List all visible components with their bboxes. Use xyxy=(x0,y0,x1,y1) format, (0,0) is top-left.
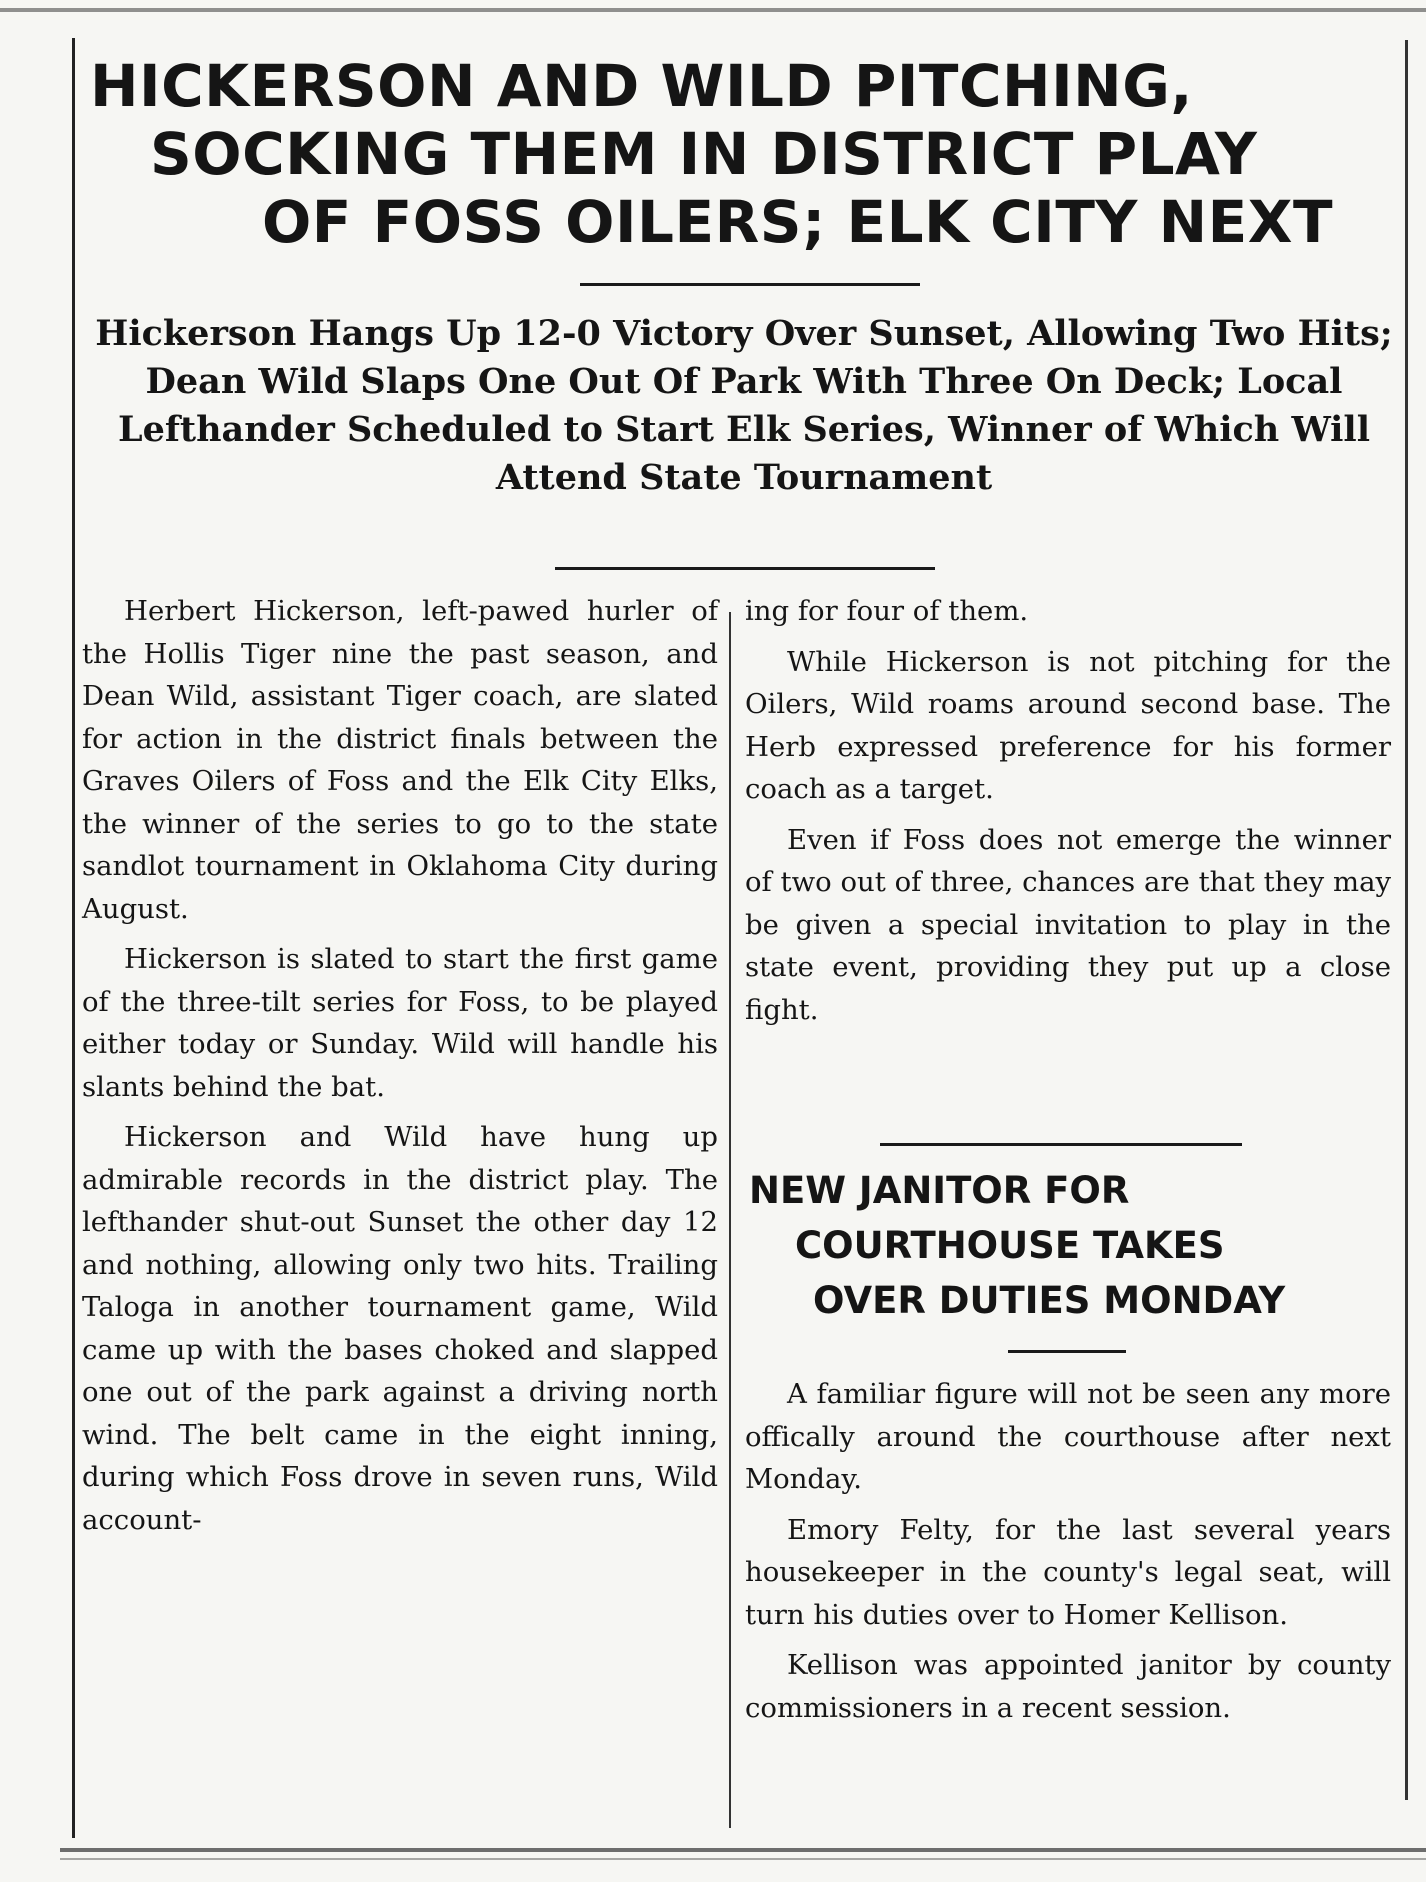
body-paragraph: Herbert Hickerson, left-pawed hurler of the Hollis Tiger nine the past season, and Dean Wild, assistant Tiger coach, are slated for action in the district finals between the Graves Oilers of Foss and the Elk City Elks, the winner of the series to go to the state sandlot tournament in Oklahoma City during August. xyxy=(82,595,718,925)
article2-headline-line-3: OVER DUTIES MONDAY xyxy=(813,1279,1286,1322)
body-paragraph-continued: ing for four of them. xyxy=(745,595,1029,627)
article2-headline-line-1: NEW JANITOR FOR xyxy=(749,1169,1130,1212)
deck-divider xyxy=(555,567,935,570)
headline-divider xyxy=(580,283,920,286)
headline-line-1: HICKERSON AND WILD PITCHING, xyxy=(90,52,1193,120)
body-paragraph: Emory Felty, for the last several years housekeeper in the county's legal seat, will turn his duties over to Homer Kellison. xyxy=(745,1513,1391,1631)
article2-body xyxy=(745,1373,1391,1737)
article2-divider xyxy=(1008,1350,1126,1353)
article-separator xyxy=(880,1143,1242,1146)
page-bottom-rule xyxy=(60,1848,1426,1852)
page-bottom-rule-secondary xyxy=(60,1858,1426,1860)
body-paragraph: While Hickerson is not pitching for the Oilers, Wild roams around second base. The Herb expressed preference for his former coach as a target. xyxy=(745,645,1391,805)
article-headline xyxy=(90,52,1400,256)
body-paragraph: Hickerson is slated to start the first game of the three-tilt series for Foss, to be played either today or Sunday. Wild will handle his slants behind the bat. xyxy=(82,943,718,1103)
body-paragraph: A familiar figure will not be seen any more offically around the courthouse after next Monday. xyxy=(745,1378,1391,1495)
body-paragraph: Even if Foss does not emerge the winner of two out of three, chances are that they may be given a special invitation to play in the state event, providing they put up a close fight. xyxy=(745,823,1391,1026)
body-paragraph: Hickerson and Wild have hung up admirable records in the district play. The lefthander shut-out Sunset the other day 12 and nothing, allowing only two hits. Trailing Taloga in another tournament game, Wild came up with the bases choked and slapped one out of the park against a driving north wind. The belt came in the eight inning, during which Foss drove in seven runs, Wild account- xyxy=(82,1121,718,1536)
article-deck: Hickerson Hangs Up 12-0 Victory Over Sunset, Allowing Two Hits; Dean Wild Slaps One Out Of Park With Three On Deck; Local Lefthander Scheduled to Start Elk Series, Winner of Which Will Attend State Tournament xyxy=(95,313,1393,498)
column-rule-right xyxy=(1405,40,1408,1800)
body-paragraph: Kellison was appointed janitor by county commissioners in a recent session. xyxy=(745,1649,1391,1724)
article-left-column xyxy=(82,590,718,1549)
column-divider xyxy=(729,612,731,1828)
article2-headline xyxy=(745,1163,1395,1328)
article2-headline-line-2: COURTHOUSE TAKES xyxy=(795,1224,1225,1267)
column-rule-left xyxy=(72,38,75,1838)
headline-line-3: OF FOSS OILERS; ELK CITY NEXT xyxy=(262,188,1334,256)
headline-line-2: SOCKING THEM IN DISTRICT PLAY xyxy=(150,120,1258,188)
page-top-rule xyxy=(0,8,1426,12)
article-right-column xyxy=(745,590,1391,1039)
